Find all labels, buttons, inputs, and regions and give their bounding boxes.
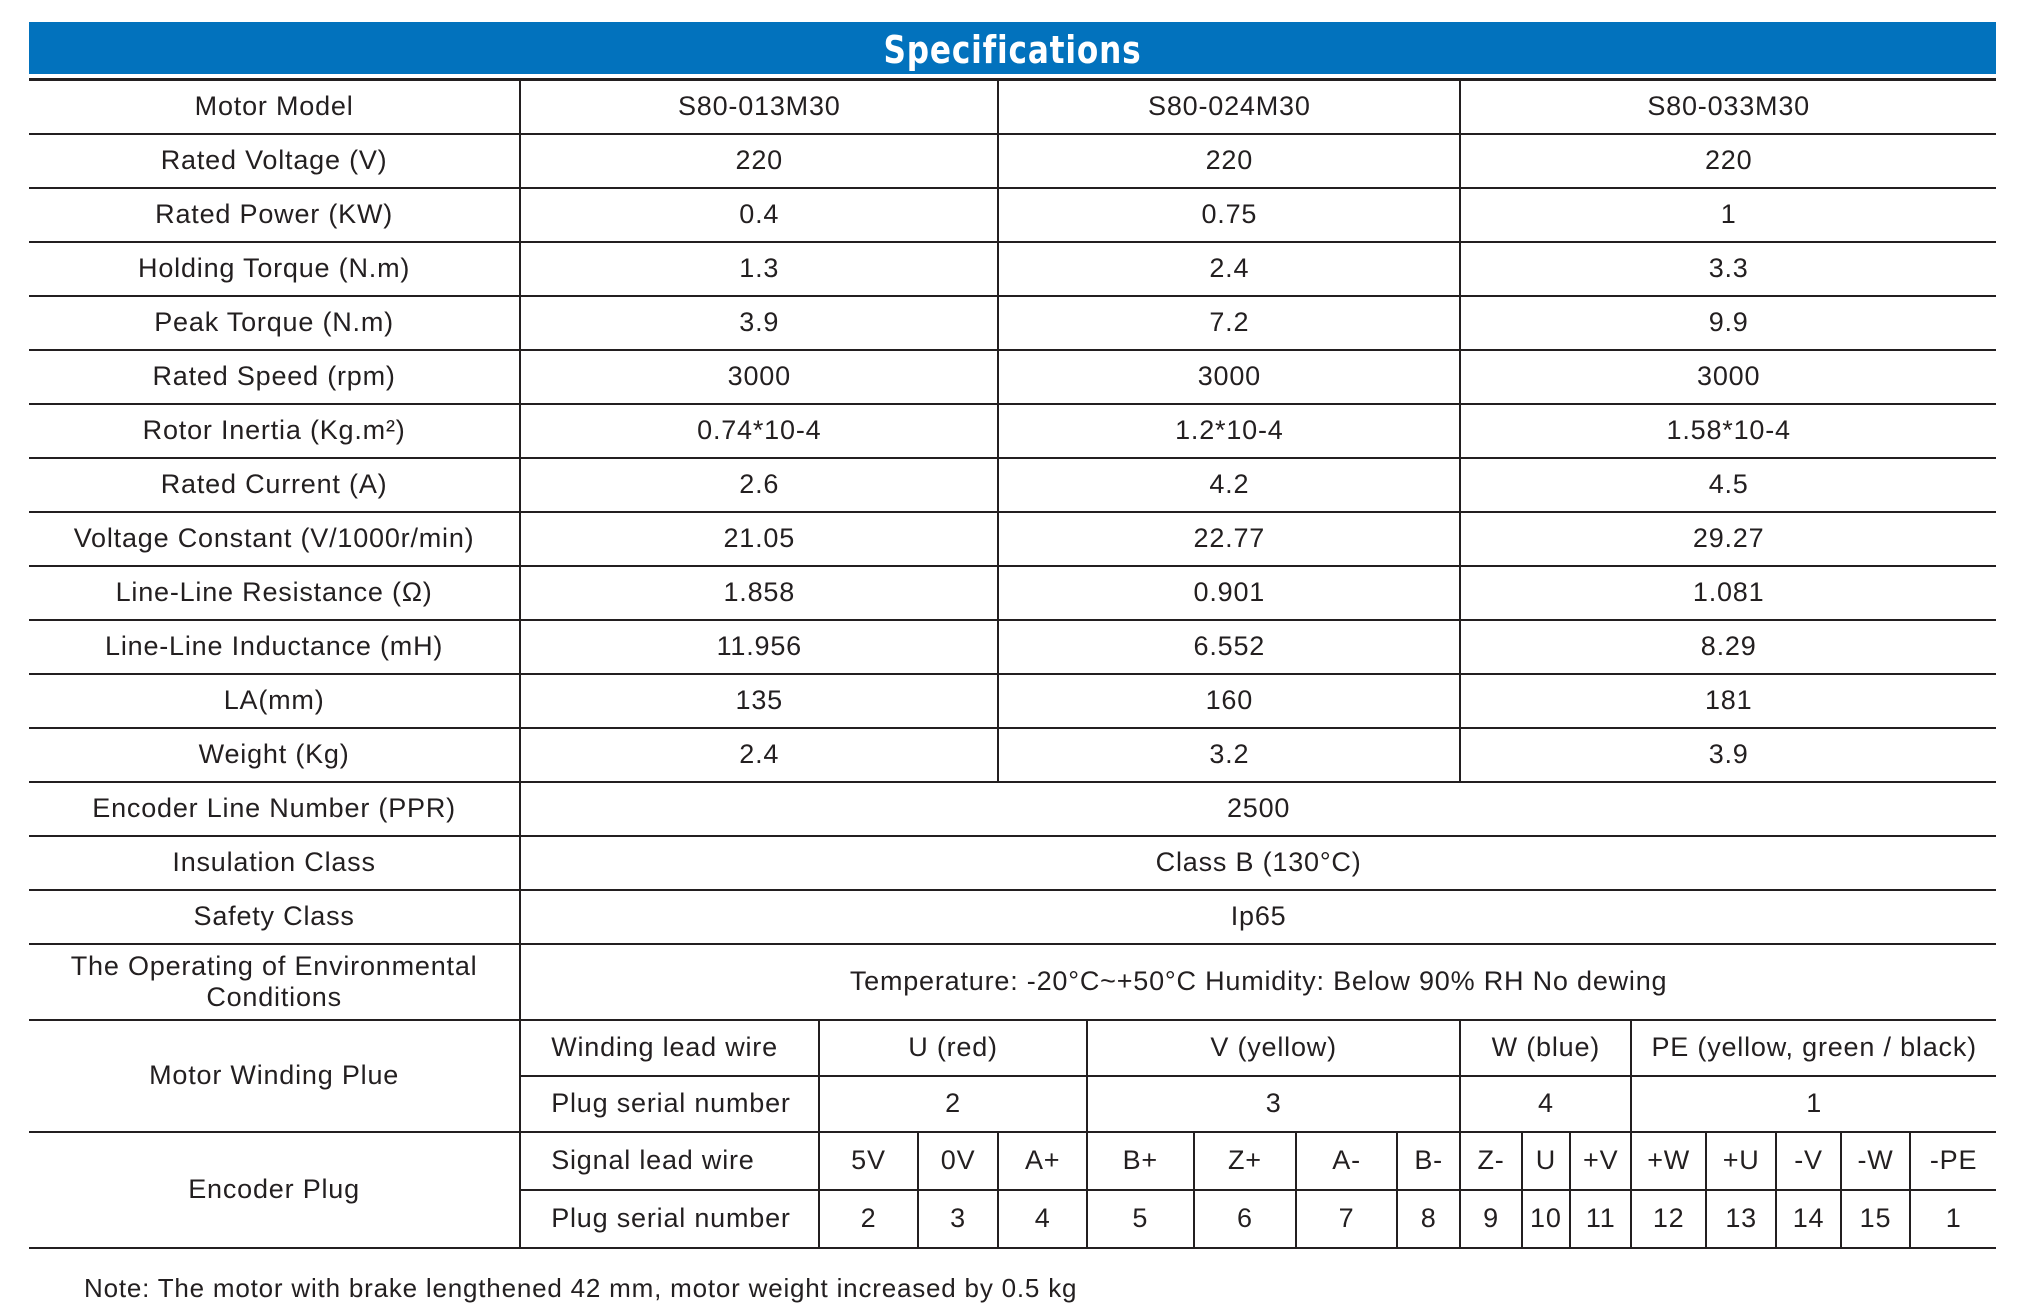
winding-serial: 3 bbox=[1087, 1076, 1460, 1132]
shared-value: Class B (130°C) bbox=[520, 836, 1996, 890]
spec-value: 4.2 bbox=[998, 458, 1460, 512]
encoder-serial: 1 bbox=[1910, 1190, 1996, 1248]
spec-row bbox=[29, 242, 1996, 296]
shared-value: Temperature: -20°C~+50°C Humidity: Below 90% RH No dewing bbox=[520, 944, 1996, 1020]
spec-label: Line-Line Inductance (mH) bbox=[29, 620, 520, 674]
spec-value: 11.956 bbox=[520, 620, 998, 674]
encoder-serial: 5 bbox=[1087, 1190, 1194, 1248]
spec-value: 2.4 bbox=[998, 242, 1460, 296]
encoder-signal: Z- bbox=[1460, 1132, 1521, 1190]
encoder-serial: 7 bbox=[1296, 1190, 1397, 1248]
spec-value: 1.081 bbox=[1460, 566, 1996, 620]
spec-label: Line-Line Resistance (Ω) bbox=[29, 566, 520, 620]
spec-value: 1.3 bbox=[520, 242, 998, 296]
spec-label: Weight (Kg) bbox=[29, 728, 520, 782]
encoder-plug-label: Encoder Plug bbox=[29, 1132, 520, 1248]
encoder-signal-row bbox=[29, 1132, 1996, 1190]
spec-row bbox=[29, 188, 1996, 242]
encoder-serial: 6 bbox=[1194, 1190, 1297, 1248]
shared-label: Insulation Class bbox=[29, 836, 520, 890]
spec-value: 6.552 bbox=[998, 620, 1460, 674]
shared-value: 2500 bbox=[520, 782, 1996, 836]
spec-table bbox=[29, 78, 1996, 1249]
encoder-serial: 14 bbox=[1776, 1190, 1840, 1248]
spec-label: Peak Torque (N.m) bbox=[29, 296, 520, 350]
encoder-signal: Z+ bbox=[1194, 1132, 1297, 1190]
spec-row bbox=[29, 350, 1996, 404]
winding-lead: V (yellow) bbox=[1087, 1020, 1460, 1076]
spec-value: 0.74*10-4 bbox=[520, 404, 998, 458]
spec-label: Motor Model bbox=[29, 80, 520, 134]
spec-value: 3.2 bbox=[998, 728, 1460, 782]
spec-value: S80-033M30 bbox=[1460, 80, 1996, 134]
spec-row bbox=[29, 296, 1996, 350]
spec-label: Voltage Constant (V/1000r/min) bbox=[29, 512, 520, 566]
shared-row bbox=[29, 944, 1996, 1020]
encoder-signal: -V bbox=[1776, 1132, 1840, 1190]
shared-label: Safety Class bbox=[29, 890, 520, 944]
encoder-signal: +V bbox=[1570, 1132, 1631, 1190]
winding-plug-label: Motor Winding Plue bbox=[29, 1020, 520, 1132]
spec-value: 7.2 bbox=[998, 296, 1460, 350]
spec-value: 160 bbox=[998, 674, 1460, 728]
spec-row bbox=[29, 566, 1996, 620]
shared-row bbox=[29, 890, 1996, 944]
winding-lead-label: Winding lead wire bbox=[520, 1020, 819, 1076]
specifications-header bbox=[29, 22, 1996, 74]
spec-value: 0.4 bbox=[520, 188, 998, 242]
spec-label: Rated Voltage (V) bbox=[29, 134, 520, 188]
spec-value: 3000 bbox=[520, 350, 998, 404]
spec-label: Rated Speed (rpm) bbox=[29, 350, 520, 404]
winding-serial: 4 bbox=[1460, 1076, 1631, 1132]
spec-row bbox=[29, 512, 1996, 566]
encoder-serial: 11 bbox=[1570, 1190, 1631, 1248]
shared-label: The Operating of Environmental Conditions bbox=[29, 944, 520, 1020]
encoder-signal: 0V bbox=[918, 1132, 999, 1190]
footnote: Note: The motor with brake lengthened 42 mm, motor weight increased by 0.5 kg bbox=[84, 1273, 1078, 1303]
encoder-serial: 8 bbox=[1397, 1190, 1460, 1248]
spec-value: 3000 bbox=[998, 350, 1460, 404]
encoder-signal: +W bbox=[1631, 1132, 1705, 1190]
encoder-signal: +U bbox=[1706, 1132, 1776, 1190]
spec-value: 220 bbox=[520, 134, 998, 188]
spec-value: 3000 bbox=[1460, 350, 1996, 404]
shared-row bbox=[29, 836, 1996, 890]
encoder-signal: B- bbox=[1397, 1132, 1460, 1190]
spec-value: 0.75 bbox=[998, 188, 1460, 242]
spec-value: 2.4 bbox=[520, 728, 998, 782]
spec-value: 220 bbox=[1460, 134, 1996, 188]
encoder-signal: -W bbox=[1841, 1132, 1910, 1190]
shared-label: Encoder Line Number (PPR) bbox=[29, 782, 520, 836]
encoder-signal: A- bbox=[1296, 1132, 1397, 1190]
encoder-serial: 2 bbox=[819, 1190, 918, 1248]
spec-value: 1.2*10-4 bbox=[998, 404, 1460, 458]
spec-label: Rotor Inertia (Kg.m²) bbox=[29, 404, 520, 458]
encoder-serial: 15 bbox=[1841, 1190, 1910, 1248]
winding-serial-label: Plug serial number bbox=[520, 1076, 819, 1132]
encoder-serial: 13 bbox=[1706, 1190, 1776, 1248]
encoder-serial: 10 bbox=[1522, 1190, 1570, 1248]
winding-serial: 1 bbox=[1631, 1076, 1996, 1132]
spec-row bbox=[29, 674, 1996, 728]
spec-row bbox=[29, 728, 1996, 782]
spec-value: 1.58*10-4 bbox=[1460, 404, 1996, 458]
encoder-serial: 12 bbox=[1631, 1190, 1705, 1248]
spec-value: 3.3 bbox=[1460, 242, 1996, 296]
spec-value: S80-013M30 bbox=[520, 80, 998, 134]
winding-serial: 2 bbox=[819, 1076, 1087, 1132]
winding-lead: PE (yellow, green / black) bbox=[1631, 1020, 1996, 1076]
header-title: Specifications bbox=[883, 28, 1142, 72]
spec-row bbox=[29, 80, 1996, 134]
shared-value: Ip65 bbox=[520, 890, 1996, 944]
encoder-signal: U bbox=[1522, 1132, 1570, 1190]
spec-value: 22.77 bbox=[998, 512, 1460, 566]
spec-value: 4.5 bbox=[1460, 458, 1996, 512]
spec-value: 8.29 bbox=[1460, 620, 1996, 674]
spec-label: Rated Current (A) bbox=[29, 458, 520, 512]
shared-row bbox=[29, 782, 1996, 836]
winding-lead: U (red) bbox=[819, 1020, 1087, 1076]
spec-value: 181 bbox=[1460, 674, 1996, 728]
spec-value: 21.05 bbox=[520, 512, 998, 566]
spec-value: 1.858 bbox=[520, 566, 998, 620]
encoder-signal-label: Signal lead wire bbox=[520, 1132, 819, 1190]
encoder-signal: -PE bbox=[1910, 1132, 1996, 1190]
spec-table-container bbox=[29, 78, 1996, 1249]
spec-value: 0.901 bbox=[998, 566, 1460, 620]
encoder-signal: A+ bbox=[998, 1132, 1087, 1190]
spec-row bbox=[29, 404, 1996, 458]
winding-lead: W (blue) bbox=[1460, 1020, 1631, 1076]
spec-value: 29.27 bbox=[1460, 512, 1996, 566]
spec-row bbox=[29, 458, 1996, 512]
spec-value: 135 bbox=[520, 674, 998, 728]
spec-value: 220 bbox=[998, 134, 1460, 188]
spec-value: 1 bbox=[1460, 188, 1996, 242]
spec-value: S80-024M30 bbox=[998, 80, 1460, 134]
spec-row bbox=[29, 134, 1996, 188]
spec-value: 3.9 bbox=[1460, 728, 1996, 782]
spec-label: Rated Power (KW) bbox=[29, 188, 520, 242]
spec-value: 3.9 bbox=[520, 296, 998, 350]
spec-label: LA(mm) bbox=[29, 674, 520, 728]
encoder-serial-label: Plug serial number bbox=[520, 1190, 819, 1248]
encoder-serial: 3 bbox=[918, 1190, 999, 1248]
encoder-signal: B+ bbox=[1087, 1132, 1194, 1190]
winding-lead-row bbox=[29, 1020, 1996, 1076]
spec-value: 2.6 bbox=[520, 458, 998, 512]
encoder-serial: 9 bbox=[1460, 1190, 1521, 1248]
spec-value: 9.9 bbox=[1460, 296, 1996, 350]
spec-row bbox=[29, 620, 1996, 674]
encoder-serial: 4 bbox=[998, 1190, 1087, 1248]
spec-label: Holding Torque (N.m) bbox=[29, 242, 520, 296]
encoder-signal: 5V bbox=[819, 1132, 918, 1190]
